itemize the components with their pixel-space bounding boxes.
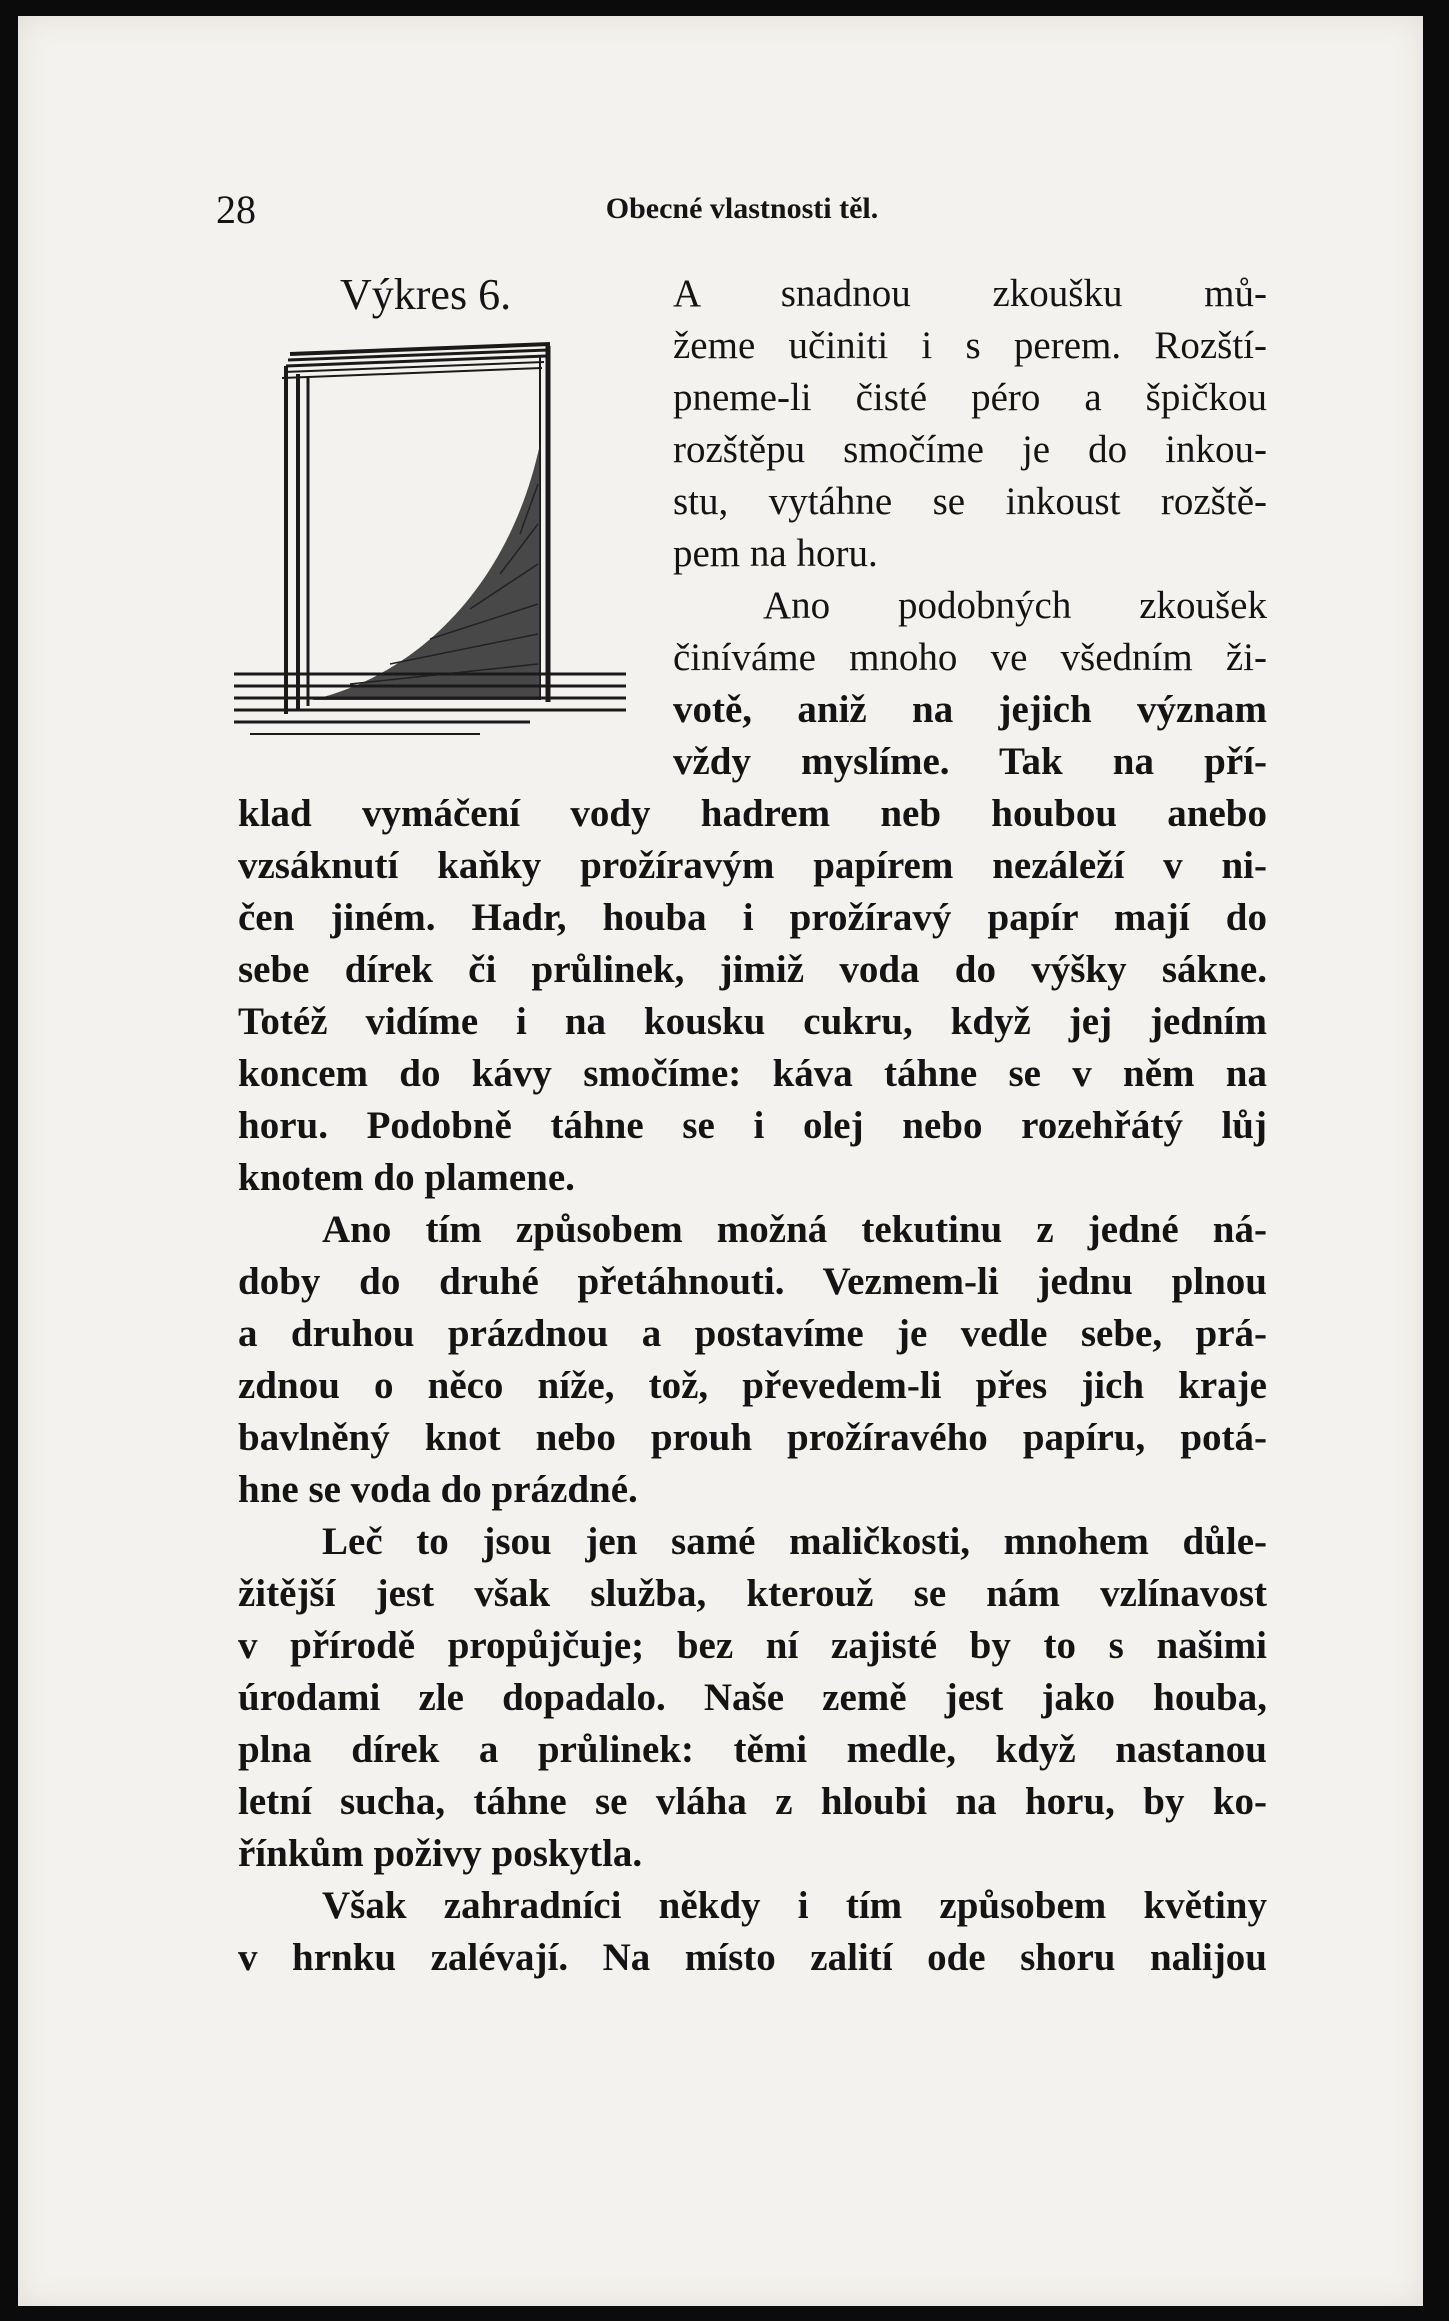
text-line: pneme-li čisté péro a špičkou	[673, 376, 1267, 419]
text-line: votě, aniž na jejich význam	[673, 688, 1267, 731]
text-line: Však zahradníci někdy i tím způsobem květiny	[322, 1884, 1267, 1927]
text-line: sebe dírek či průlinek, jimiž voda do výšky sákne.	[238, 948, 1267, 991]
book-capillary-icon	[230, 334, 630, 744]
text-line: vždy myslíme. Tak na pří-	[673, 740, 1267, 783]
figure-caption: Výkres 6.	[340, 270, 512, 319]
text-line: Ano podobných zkoušek	[763, 584, 1267, 627]
text-line: horu. Podobně táhne se i olej nebo rozehřátý lůj	[238, 1104, 1267, 1147]
text-line: a druhou prázdnou a postavíme je vedle sebe, prá-	[238, 1312, 1267, 1355]
book-page	[18, 16, 1423, 2306]
text-line: Ano tím způsobem možná tekutinu z jedné ná-	[322, 1208, 1267, 1251]
text-line: A snadnou zkoušku mů-	[673, 272, 1267, 315]
text-line: klad vymáčení vody hadrem neb houbou anebo	[238, 792, 1267, 835]
text-line: zdnou o něco níže, tož, převedem-li přes jich kraje	[238, 1364, 1267, 1407]
running-head: Obecné vlastnosti těl.	[605, 192, 879, 225]
text-line: pem na horu.	[673, 532, 878, 575]
text-line: stu, vytáhne se inkoust rozště-	[673, 480, 1267, 523]
text-line: Totéž vidíme i na kousku cukru, když jej jedním	[238, 1000, 1267, 1043]
text-line: čen jiném. Hadr, houba i prožíravý papír mají do	[238, 896, 1267, 939]
text-line: činíváme mnoho ve všedním ži-	[673, 636, 1267, 679]
text-line: úrodami zle dopadalo. Naše země jest jako houba,	[238, 1676, 1267, 1719]
text-line: letní sucha, táhne se vláha z hloubi na horu, by ko-	[238, 1780, 1267, 1823]
page-number: 28	[216, 187, 256, 232]
text-line: žeme učiniti i s perem. Rozští-	[673, 324, 1267, 367]
text-line: doby do druhé přetáhnouti. Vezmem-li jednu plnou	[238, 1260, 1267, 1303]
text-line: vzsáknutí kaňky prožíravým papírem nezáleží v ni-	[238, 844, 1267, 887]
text-line: koncem do kávy smočíme: káva táhne se v něm na	[238, 1052, 1267, 1095]
text-line: Leč to jsou jen samé maličkosti, mnohem důle-	[322, 1520, 1267, 1563]
text-line: knotem do plamene.	[238, 1156, 575, 1199]
text-line: řínkům poživy poskytla.	[238, 1832, 643, 1875]
text-line: plna dírek a průlinek: těmi medle, když nastanou	[238, 1728, 1267, 1771]
page-header	[216, 186, 1268, 236]
text-line: rozštěpu smočíme je do inkou-	[673, 428, 1267, 471]
text-line: hne se voda do prázdné.	[238, 1468, 638, 1511]
text-line: žitější jest však služba, kterouž se nám vzlínavost	[238, 1572, 1267, 1615]
text-line: bavlněný knot nebo prouh prožíravého papíru, potá-	[238, 1416, 1267, 1459]
text-line: v hrnku zalévají. Na místo zalití ode shoru nalijou	[238, 1936, 1267, 1979]
text-line: v přírodě propůjčuje; bez ní zajisté by to s našimi	[238, 1624, 1267, 1667]
